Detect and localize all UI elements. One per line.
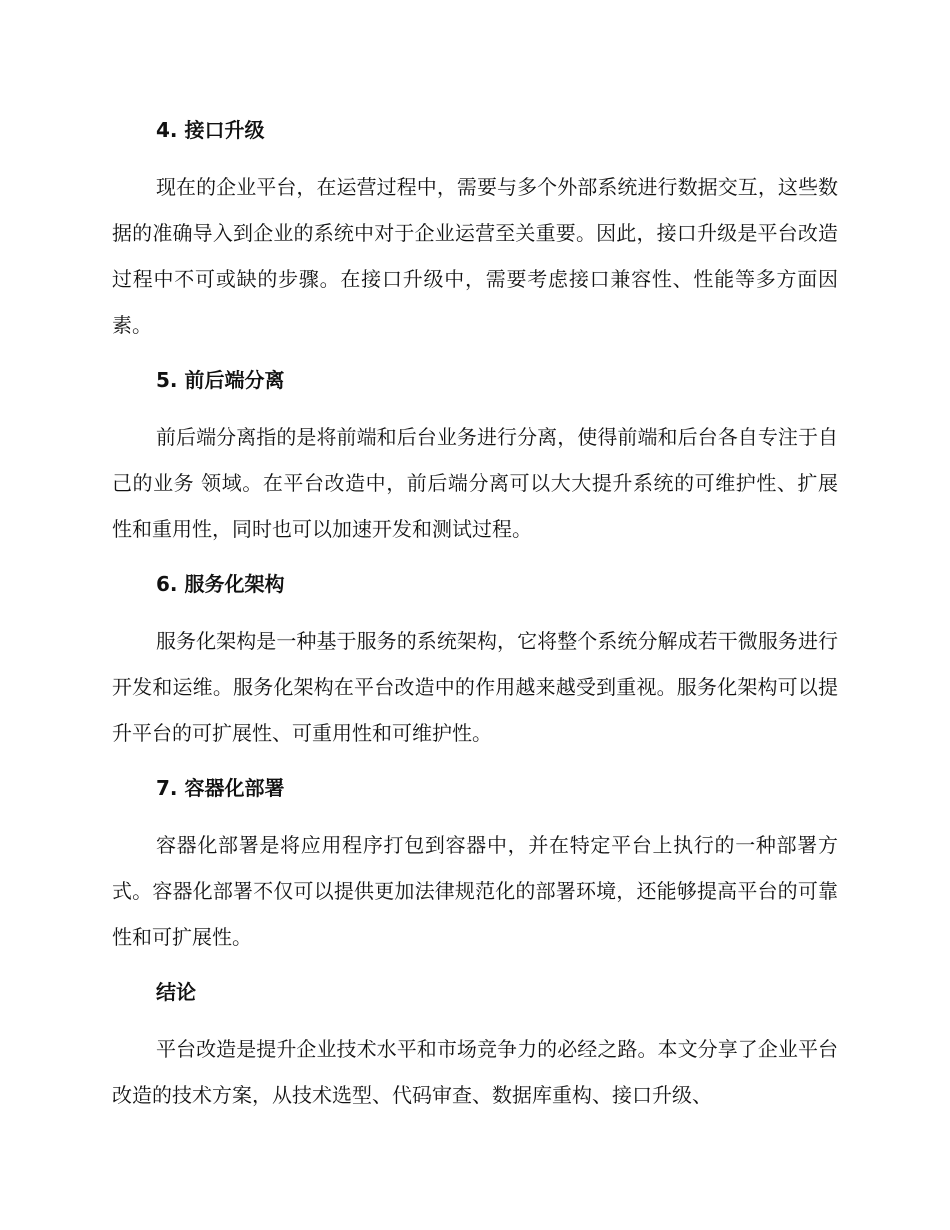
section-heading-service-architecture: 6. 服务化架构	[156, 572, 285, 596]
section-body-interface-upgrade	[112, 164, 838, 348]
section-body-service-architecture	[112, 618, 838, 756]
section-heading-container-deployment: 7. 容器化部署	[156, 776, 285, 800]
section-body-container-deployment	[112, 822, 838, 960]
paragraph: 现在的企业平台，在运营过程中，需要与多个外部系统进行数据交互，这些数据的准确导入到企业的系统中对于企业运营至关重要。因此，接口升级是平台改造过程中不可或缺的步骤。在接口升级中，需要考虑接口兼容性、性能等多方面因素。	[112, 175, 838, 337]
paragraph: 容器化部署是将应用程序打包到容器中，并在特定平台上执行的一种部署方式。容器化部署不仅可以提供更加法律规范化的部署环境，还能够提高平台的可靠性和可扩展性。	[112, 833, 838, 949]
paragraph: 服务化架构是一种基于服务的系统架构，它将整个系统分解成若干微服务进行开发和运维。服务化架构在平台改造中的作用越来越受到重视。服务化架构可以提升平台的可扩展性、可重用性和可维护性。	[112, 629, 838, 745]
paragraph: 前后端分离指的是将前端和后台业务进行分离，使得前端和后台各自专注于自己的业务 领域。在平台改造中，前后端分离可以大大提升系统的可维护性、扩展性和重用性，同时也可以加速开发和测试过程。	[112, 425, 838, 541]
section-heading-interface-upgrade: 4. 接口升级	[156, 118, 265, 142]
section-heading-frontend-backend-separation: 5. 前后端分离	[156, 368, 285, 392]
paragraph: 平台改造是提升企业技术水平和市场竞争力的必经之路。本文分享了企业平台改造的技术方案，从技术选型、代码审查、数据库重构、接口升级、	[112, 1037, 838, 1107]
section-heading-conclusion: 结论	[156, 980, 196, 1004]
section-body-conclusion	[112, 1026, 838, 1118]
section-body-frontend-backend-separation	[112, 414, 838, 552]
